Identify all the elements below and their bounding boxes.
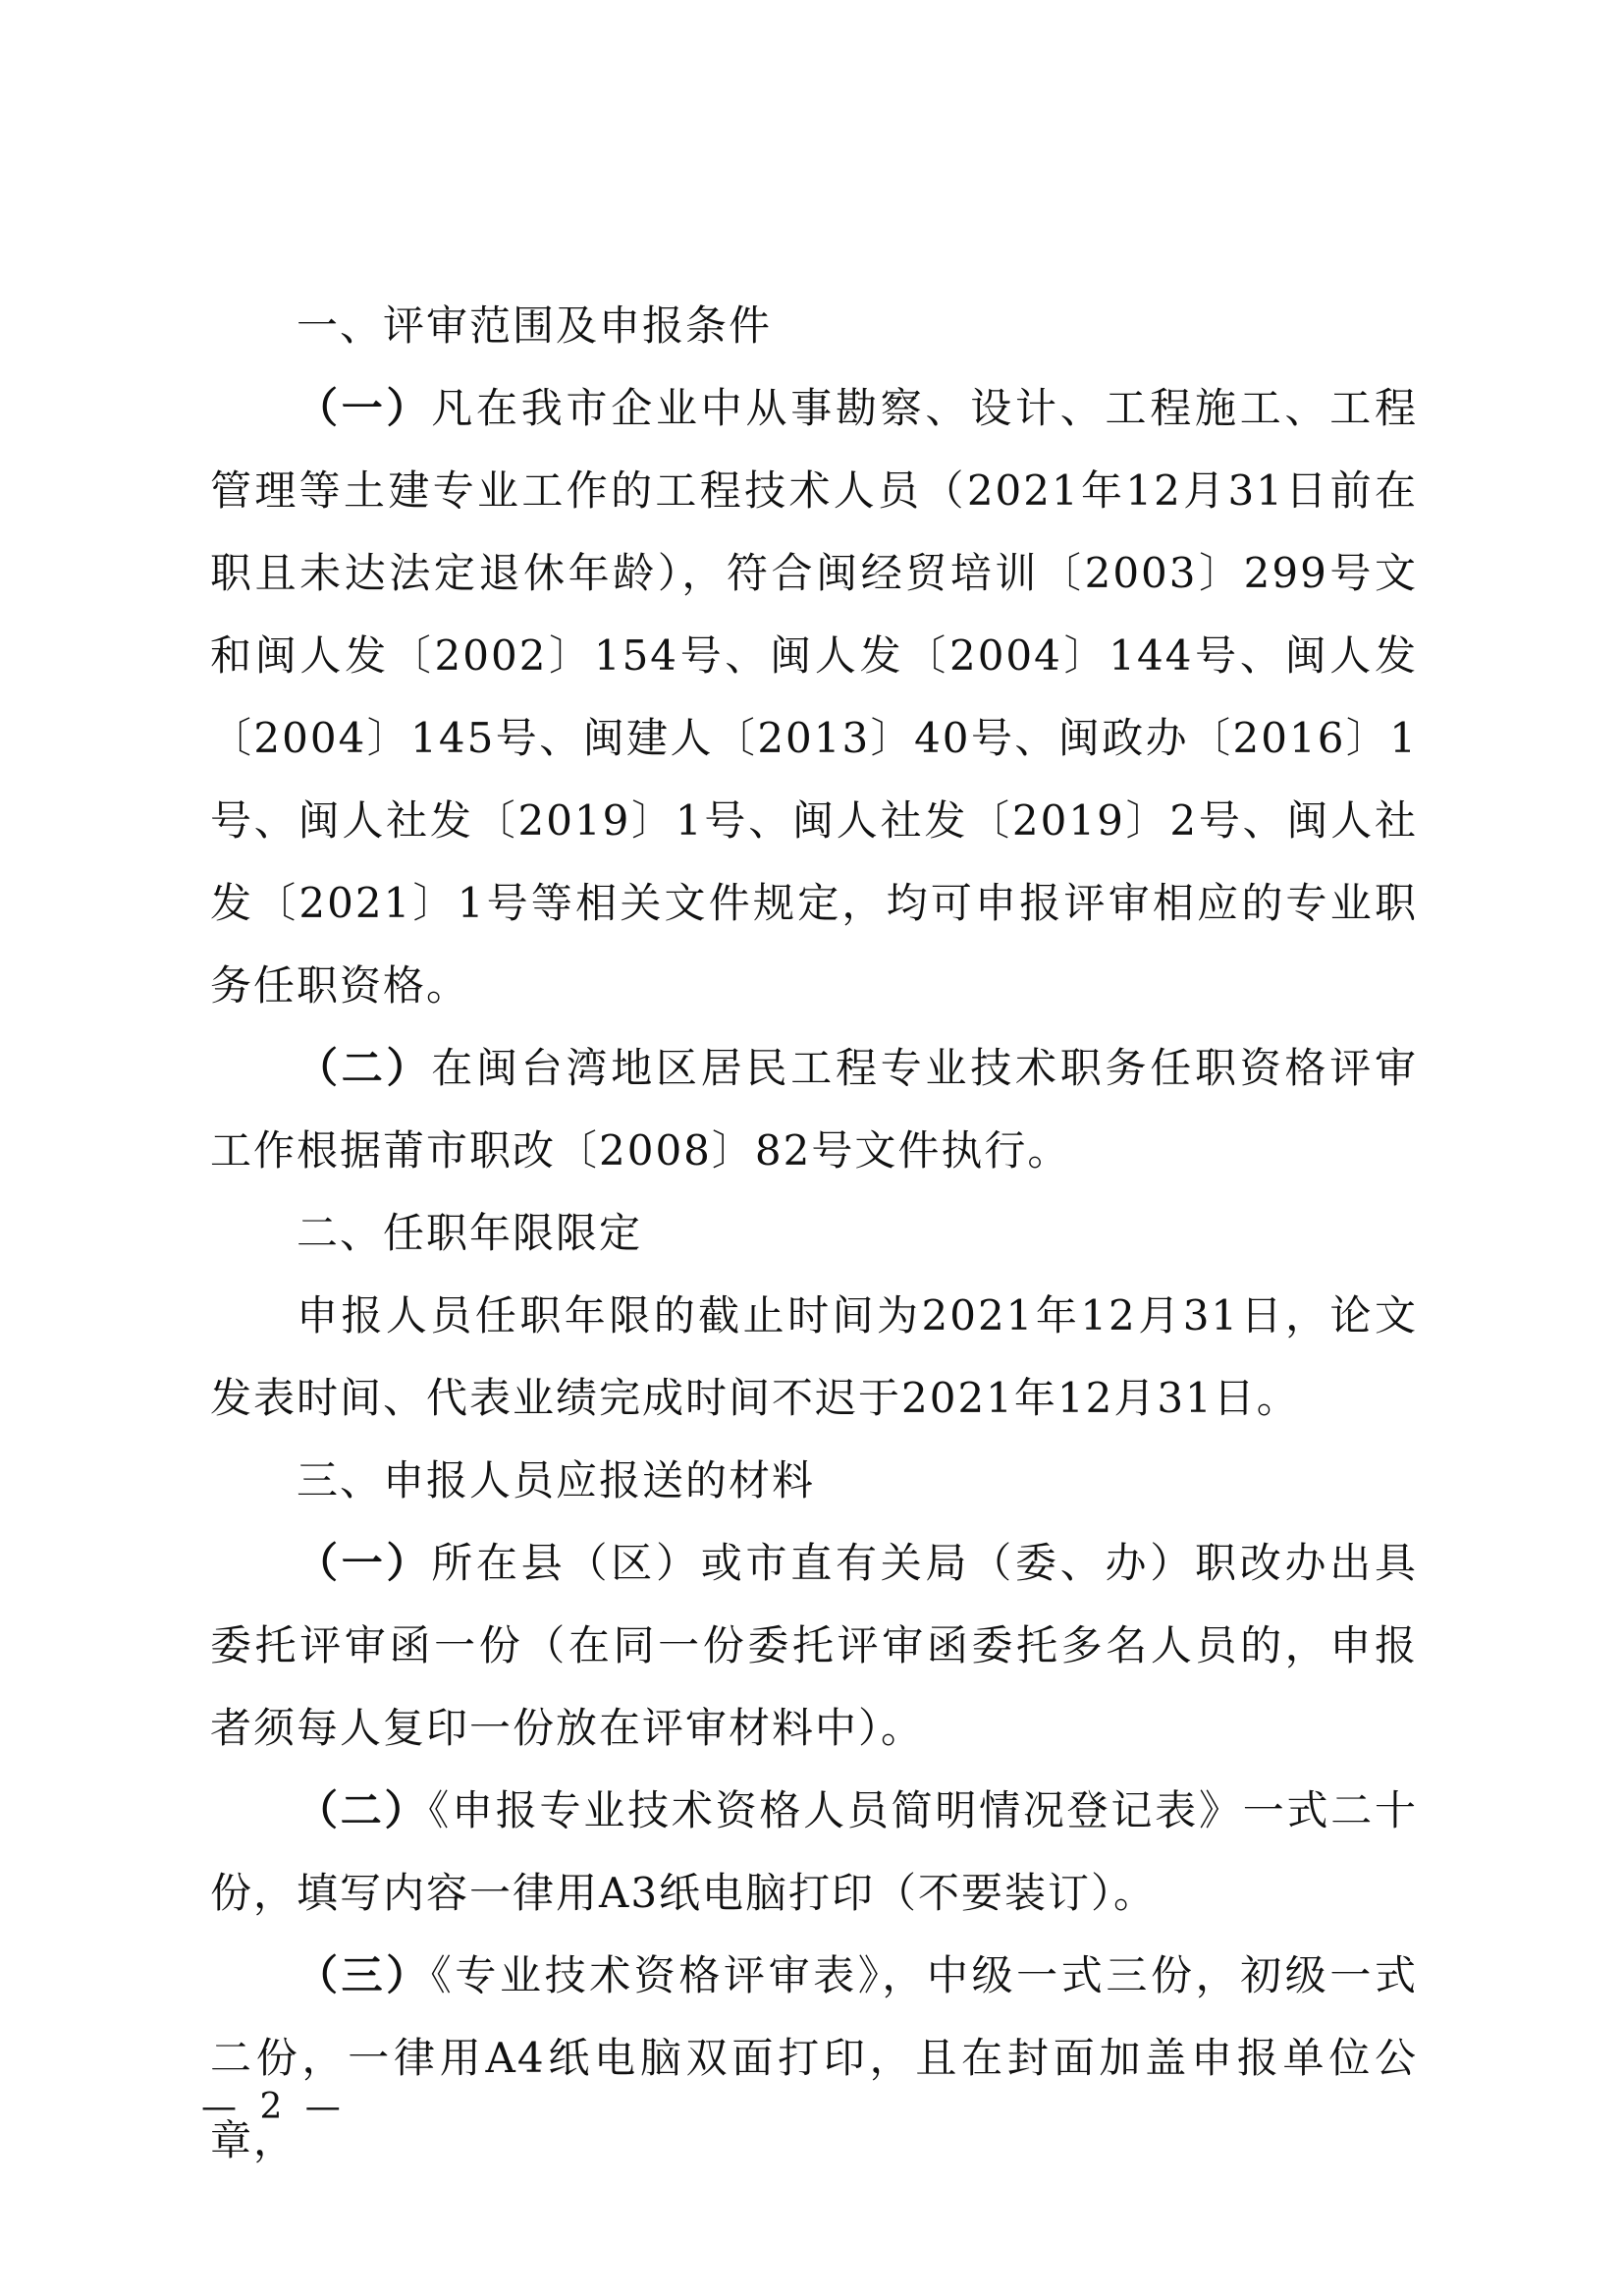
paragraph-text: 在闽台湾地区居民工程专业技术职务任职资格评审工作根据莆市职改〔2008〕82号文件执行。 <box>210 1044 1418 1175</box>
paragraph-3-3 <box>210 1935 1418 2182</box>
paragraph-3-1 <box>210 1522 1418 1770</box>
heading-text: 三、申报人员应报送的材料 <box>297 1456 816 1504</box>
heading-text: 一、评审范围及申报条件 <box>297 301 773 350</box>
paragraph-2-1 <box>210 1275 1418 1440</box>
section-heading-1 <box>210 285 1418 367</box>
section-heading-3 <box>210 1440 1418 1522</box>
paragraph-3-2 <box>210 1770 1418 1935</box>
paragraph-text: 《专业技术资格评审表》，中级一式三份，初级一式二份，一律用A4纸电脑双面打印，且在封面加盖申报单位公章， <box>210 1951 1418 2164</box>
paragraph-text: 《申报专业技术资格人员简明情况登记表》一式二十份，填写内容一律用A3纸电脑打印（不要装订）。 <box>210 1786 1418 1917</box>
paragraph-label: （三） <box>297 1951 431 1999</box>
section-heading-2 <box>210 1192 1418 1275</box>
heading-text: 二、任职年限限定 <box>297 1209 643 1257</box>
paragraph-1-1 <box>210 367 1418 1027</box>
page-number: — 2 — <box>201 2087 347 2127</box>
document-body <box>210 285 1418 2182</box>
paragraph-text: 申报人员任职年限的截止时间为2021年12月31日，论文发表时间、代表业绩完成时间不迟于2021年12月31日。 <box>210 1291 1418 1422</box>
paragraph-label: （一） <box>297 1539 432 1587</box>
paragraph-text: 所在县（区）或市直有关局（委、办）职改办出具委托评审函一份（在同一份委托评审函委托多名人员的，申报者须每人复印一份放在评审材料中）。 <box>210 1539 1418 1752</box>
paragraph-1-2 <box>210 1027 1418 1192</box>
paragraph-text: 凡在我市企业中从事勘察、设计、工程施工、工程管理等土建专业工作的工程技术人员（2021年12月31日前在职且未达法定退休年龄），符合闽经贸培训〔2003〕299号文和闽人发〔2002〕154号、闽人发〔2004〕144号、闽人发〔2004〕145号、闽建人〔2013〕40号、闽政办〔2016〕1号、闽人社发〔2019〕1号、闽人社发〔2019〕2号、闽人社发〔2021〕1号等相关文件规定，均可申报评审相应的专业职务任职资格。 <box>210 384 1418 1010</box>
paragraph-label: （二） <box>297 1786 429 1834</box>
paragraph-label: （二） <box>297 1044 432 1092</box>
paragraph-label: （一） <box>297 384 432 432</box>
